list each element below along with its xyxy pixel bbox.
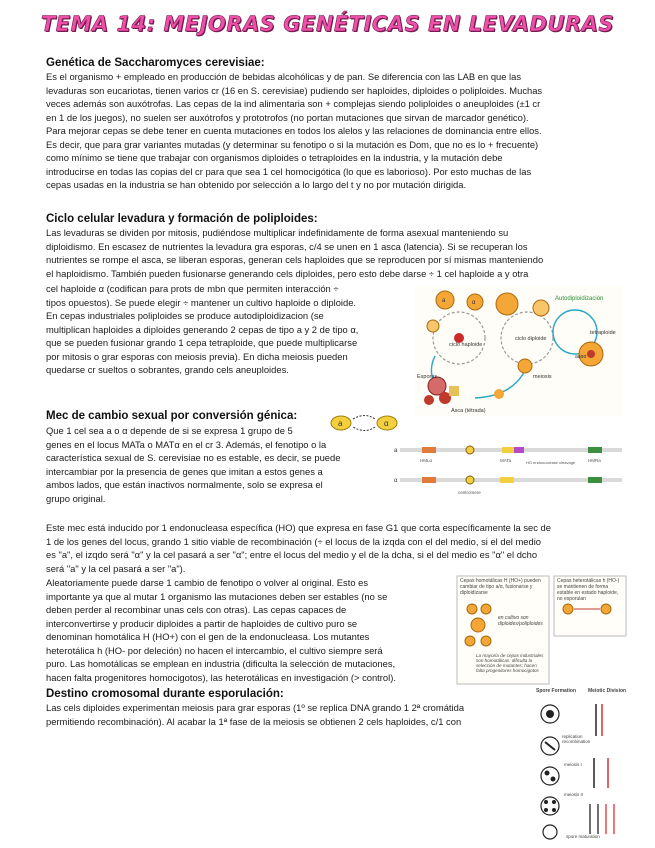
- text-line: por mitosis o grar esporas con meiosis previa). En dicha meiosis pueden: [46, 350, 348, 362]
- heading-destino: Destino cromosomal durante esporulación:: [46, 688, 284, 700]
- text-line: como mínimo se tiene que trabajar con organismos diploides o tetraploides en la industria, y la mutación debe: [46, 152, 503, 163]
- svg-text:HO endonuclease cleavage: HO endonuclease cleavage: [526, 460, 576, 465]
- heading-genetica: Genética de Saccharomyces cerevisiae:: [46, 57, 265, 69]
- svg-text:ciclo diploide: ciclo diploide: [515, 336, 547, 342]
- text-line: el haploidismo. También pueden fusionarse generando cels diploides, pero esto debe darse ÷ 1 cel haploide a y otra: [46, 267, 529, 279]
- text-line: genes en el locus MATa o MATα en el cr 3. Además, el fenotipo o la: [46, 438, 327, 450]
- svg-text:α: α: [472, 300, 476, 306]
- text-line: ambos lados, que están inactivos normalmente, solo se expresa el: [46, 479, 323, 490]
- text-line: cel haploide α (codifican para prots de mbn que permiten interacción ÷: [46, 283, 339, 294]
- autodiploid-label: Autodiploidización: [555, 296, 604, 302]
- destino-paragraph: [46, 701, 532, 728]
- text-line: Aleatoriamente puede darse 1 cambio de fenotipo o volver al original. Esto es: [46, 577, 369, 588]
- text-line: Que 1 cel sea a o α depende de si se expresa 1 grupo de 5: [46, 425, 293, 436]
- svg-text:α: α: [394, 478, 398, 484]
- genetica-paragraph: [46, 70, 614, 192]
- ciclo-paragraph-narrow: [46, 282, 408, 377]
- text-line: Este mec está inducido por 1 endonucleasa específica (HO) que expresa en fase G1 que corta específicamente la sec de: [46, 522, 551, 533]
- text-line: intercambiar por la presencia de genes que imitan a estos genes a: [46, 465, 323, 477]
- svg-text:HMLα: HMLα: [420, 458, 433, 463]
- text-line: multiplican haploides a diploides generando 2 cepas de tipo a y 2 de tipo α,: [46, 323, 359, 335]
- text-line: denominan homotálica H (HO+) con el gen de la endonucleasa. Los mutantes: [46, 631, 370, 642]
- svg-text:α: α: [384, 419, 389, 428]
- text-line: Las cels diploides experimentan meiosis para grar esporas (1º se replica DNA grando 1 2ª cromátida: [46, 702, 465, 713]
- text-line: quedarse cr sueltos o sobrantes, grando cels aneuploides.: [46, 364, 289, 375]
- page-title: TEMA 14: MEJORAS GENÉTICAS EN LEVADURAS: [40, 12, 615, 36]
- text-line: característica sexual de S. cerevisiae no es estable, es decir, se puede: [46, 452, 341, 463]
- text-line: 1 de los genes del locus, grando 1 sitio viable de recombinación (÷ el locus de la izqda con el del medio, si el del medio: [46, 535, 542, 547]
- text-line: permitiendo recombinación). Al acabar la 1ª fase de la meiosis se obtienen 2 cels haploides, c/1 con: [46, 715, 462, 727]
- text-line: deben perder al recombinar unas cels con otras). Las cepas capaces de: [46, 604, 347, 615]
- text-line: en 1 de los juegos), no suelen ser auxótrofos y prototrofos (no portan mutaciones que sirvan de marcador genético).: [46, 111, 529, 123]
- text-line: es "a", el izqdo será "α" y la cel pasará a ser "α"; entre el locus del medio y el de la dcha, si el del medio es "α" el dcho: [46, 549, 538, 560]
- text-line: levaduras son eucariotas, tienen varios cr (16 en S. cerevisiae) pudiendo ser haploides, diploides o poliploides. Muchas: [46, 84, 543, 96]
- text-line: hacen falta progenitores homocigotos), las heterotálicas en investigación (> control).: [46, 671, 396, 683]
- ciclo-paragraph: [46, 226, 614, 280]
- text-line: tipos opuestos). Se puede elegir ÷ mantener un cultivo haploide o diploide.: [46, 296, 357, 308]
- text-line: Es el organismo + empleado en producción de bebidas alcohólicas y de pan. Se diferencia con las LAB en que las: [46, 71, 522, 82]
- text-line: cepas usadas en la industria se han obtenido por selección a lo largo del t y no por mutación dirigida.: [46, 179, 467, 190]
- figure-cell-cycle: [415, 286, 623, 416]
- text-line: Las levaduras se dividen por mitosis, pudiéndose multiplicar indefinidamente de forma asexual manteniendo su: [46, 227, 509, 238]
- text-line: En cepas industriales poliploides se produce autodiploidizacion (se: [46, 310, 324, 321]
- text-line: Para mejorar cepas se debe tener en cuenta mutaciones en todos los alelos y las relaciones de dominancia entre ellos.: [46, 125, 542, 136]
- svg-text:meiosis: meiosis: [533, 374, 552, 380]
- heading-ciclo: Ciclo celular levadura y formación de poliploides:: [46, 213, 318, 225]
- svg-text:aaαα: aaαα: [575, 354, 587, 360]
- svg-text:HMRa: HMRa: [588, 458, 601, 463]
- text-line: interconvertirse y producir diploides a partir de haploides de cultivo puro se: [46, 617, 358, 629]
- text-line: nutrientes se rompe el asca, se liberan esporas, generan cels haploides que se reproducen por sí mismas manteniendo: [46, 254, 544, 265]
- text-line: que se pueden fusionar grando 1 cepa tetraploide, que puede multiplicarse: [46, 337, 358, 348]
- figure-meiosis: Spore Formation Meiotic Division replication recombination meiosis I meiosis II spore maturation: [536, 688, 627, 839]
- svg-text:Asca (tétrada): Asca (tétrada): [451, 408, 486, 414]
- mec-paragraph-narrow: [46, 424, 384, 505]
- text-line: veces además son auxótrofas. Las cepas de la ind alimentaria son + complejas siendo poliploides o aneuploides (±1 cr: [46, 98, 541, 109]
- text-line: será "a" y la cel pasará a ser "a").: [46, 562, 186, 574]
- mec-paragraph-narrow2: [46, 576, 444, 684]
- svg-text:ciclo haploide: ciclo haploide: [449, 342, 483, 348]
- text-line: heterotálica h (HO- por deleción) no hacen el intercambio, el cultivo siempre será: [46, 644, 383, 656]
- text-line: puro. Las homotálicas se emplean en industria (dificulta la selección de mutaciones,: [46, 658, 396, 669]
- heading-mec: Mec de cambio sexual por conversión génica:: [46, 410, 298, 422]
- text-line: importante ya que al mutar 1 organismo las mutaciones deben ser estables (no se: [46, 590, 388, 602]
- svg-text:a: a: [338, 419, 343, 428]
- svg-text:Esporas: Esporas: [417, 374, 438, 380]
- svg-text:centromere: centromere: [458, 490, 481, 495]
- mec-paragraph-full: [46, 521, 626, 575]
- text-line: introducirse en todas las copias del cr para que sea 1 cel homocigótica (lo que es laborioso). Por esto muchas de las: [46, 165, 532, 177]
- figure-homothallic: Cepas homotálicas H (HO+) pueden cambiar de tipo a/α, fusionarse y diploidizarse Cepas heterotálicas h (HO-) se mantienen de forma estable en estado haploide, no esporulan en cultivo son diploides/poliploides La mayoría de cepas industriales son homotálicas: dificulta la selección de mutantes; hacen falta progenitores homocigotos: [456, 575, 628, 687]
- svg-text:MATa: MATa: [500, 458, 512, 463]
- text-line: diploidismo. En escasez de nutrientes la levadura gra esporas, c/4 se unen en 1 asca (latencia). Si se recuperan los: [46, 240, 528, 252]
- svg-text:a: a: [394, 448, 398, 454]
- svg-text:a: a: [442, 298, 446, 304]
- figure-mating-locus: [392, 438, 624, 508]
- svg-text:tetraploide: tetraploide: [590, 330, 616, 336]
- text-line: grupo original.: [46, 492, 106, 504]
- text-line: Es decir, que para grar variantes mutadas (y determinar su fenotipo o si la mutación es Dom, que no es lo + frecuente): [46, 138, 539, 150]
